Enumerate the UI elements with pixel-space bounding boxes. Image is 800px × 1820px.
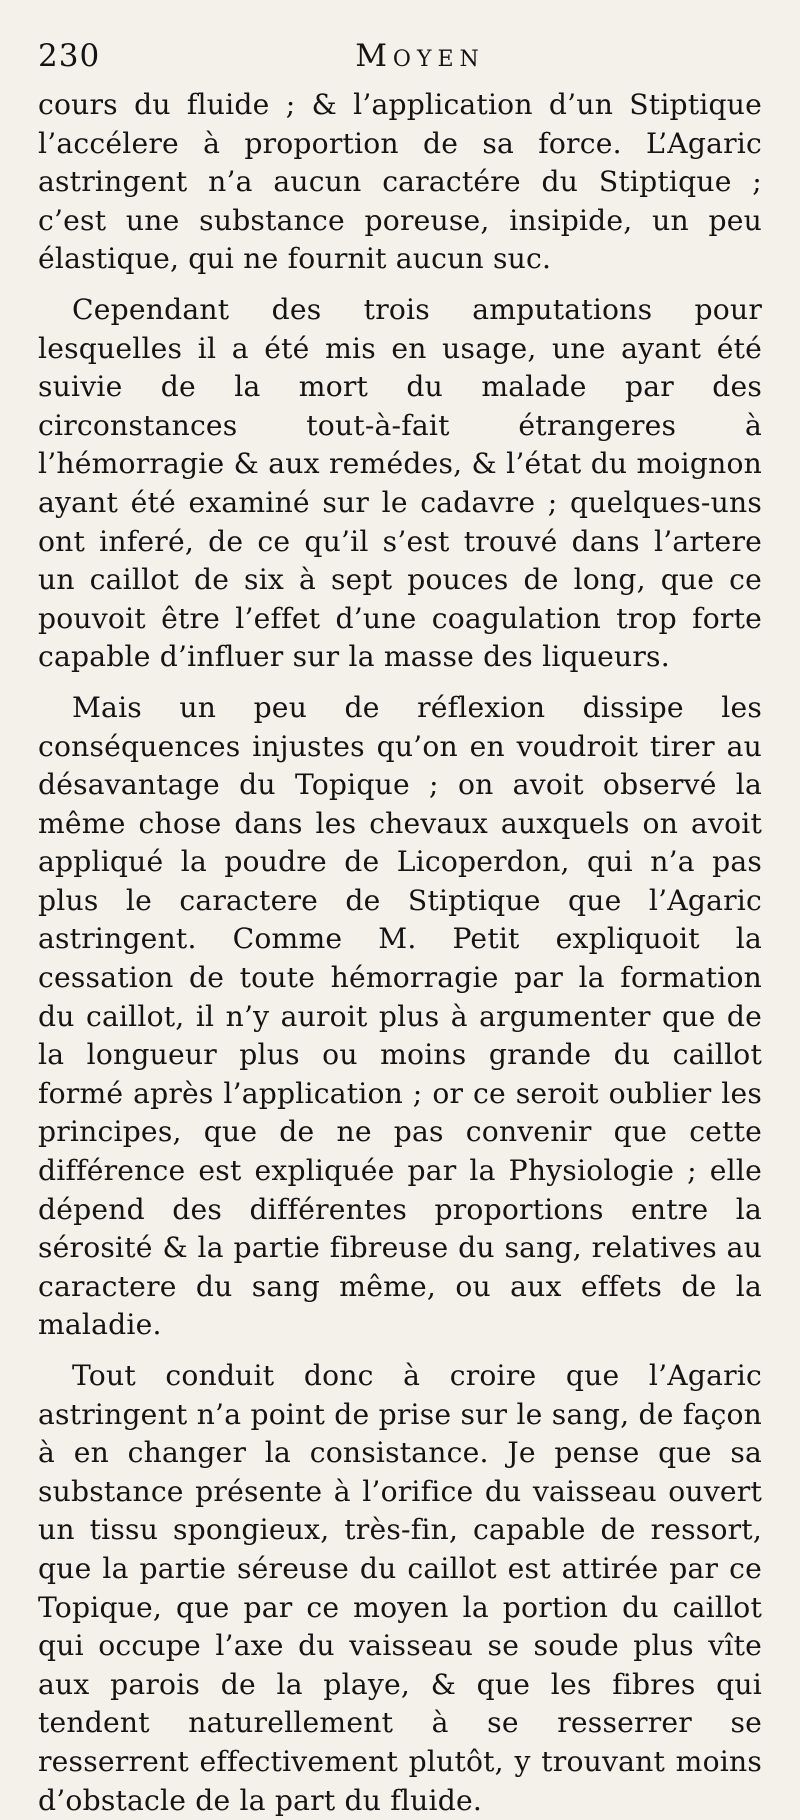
page-number: 230 — [38, 38, 101, 74]
page-header — [38, 38, 762, 86]
paragraph-conclusion: Tout conduit donc à croire que l’Agaric astringent n’a point de prise sur le sang, de façon à en changer la consistance. Je pense que sa substance présente à l’orifice du vaisseau ouvert un tissu spongieux, très-fin, capable de ressort, que la partie séreuse du caillot est attirée par ce Topique, que par ce moyen la portion du caillot qui occupe l’axe du vaisseau se soude plus vîte aux parois de la playe, & que les fibres qui tendent naturellement à se resserrer se resserrent effectivement plutôt, y trouvant moins d’obstacle de la part du fluide. — [38, 1359, 762, 1817]
body-text — [38, 86, 762, 1820]
paragraph-reflexion: Mais un peu de réflexion dissipe les conséquences injustes qu’on en voudroit tirer au désavantage du Topique ; on avoit observé la même chose dans les chevaux auxquels on avoit appliqué la poudre de Licoperdon, qui n’a pas plus le caractere de Stiptique que l’Agaric astringent. Comme M. Petit expliquoit la cessation de toute hémorragie par la formation du caillot, il n’y auroit plus à argumenter que de la longueur plus ou moins grande du caillot formé après l’application ; or ce seroit oublier les principes, que de ne pas convenir que cette différence est expliquée par la Physiologie ; elle dépend des différentes proportions entre la sérosité & la partie fibreuse du sang, relatives au caractere du sang même, ou aux effets de la maladie. — [38, 690, 762, 1342]
paragraph-amputations: Cependant des trois amputations pour lesquelles il a été mis en usage, une ayant été suivie de la mort du malade par des circonstances tout-à-fait étrangeres à l’hémorragie & aux remédes, & l’état du moignon ayant été examiné sur le cadavre ; quelques-uns ont inferé, de ce qu’il s’est trouvé dans l’artere un caillot de six à sept pouces de long, que ce pouvoit être l’effet d’une coagulation trop forte capable d’influer sur la masse des liqueurs. — [38, 292, 762, 674]
paragraph-continued: cours du fluide ; & l’application d’un Stiptique l’accélere à proportion de sa force. L’Agaric astringent n’a aucun caractére du Stiptique ; c’est une substance poreuse, insipide, un peu élastique, qui ne fournit aucun suc. — [38, 88, 762, 276]
running-head: Moyen — [355, 38, 485, 74]
